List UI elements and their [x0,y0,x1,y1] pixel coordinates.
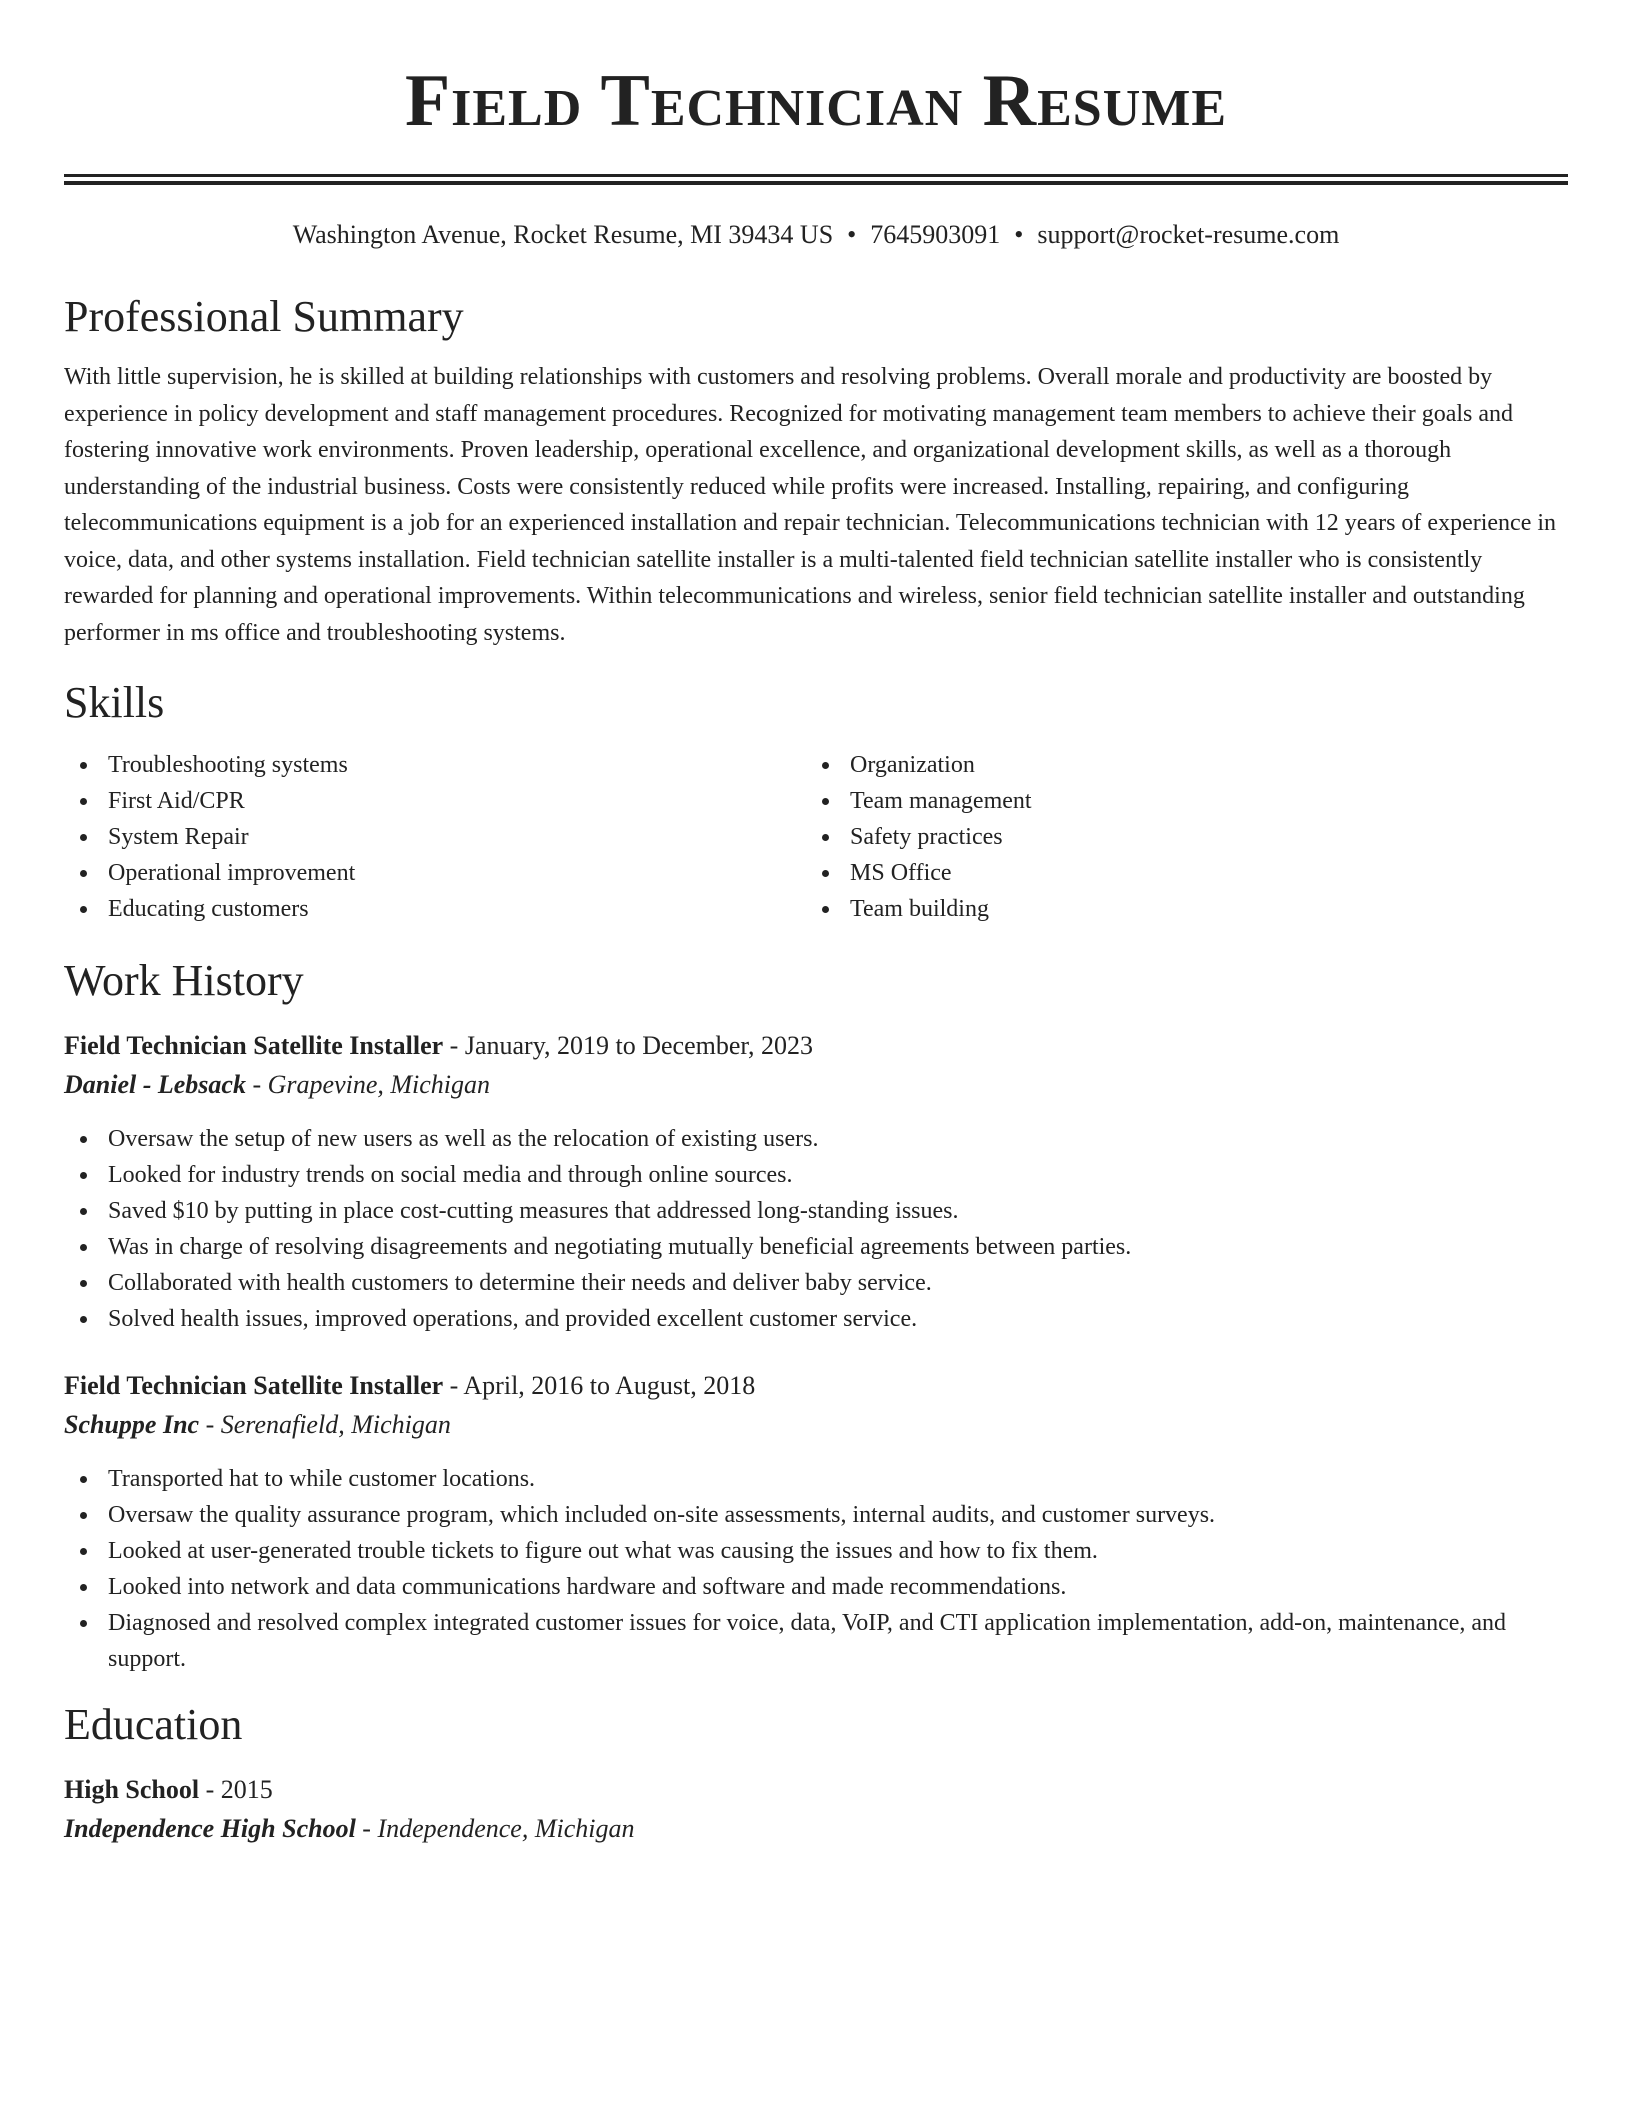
job-company: Daniel - Lebsack [64,1070,246,1099]
job-entry [64,1027,1568,1337]
job-bullet: Solved health issues, improved operations, and provided excellent customer service. [64,1301,1568,1337]
dash-separator: - [199,1775,221,1804]
contact-separator: • [1014,220,1024,249]
summary-text: With little supervision, he is skilled at building relationships with customers and resolving problems. Overall morale and productivity are boosted by experience in policy development and staff management procedures. Recognized for motivating management team members to achieve their goals and fostering innovative work environments. Proven leadership, operational excellence, and organizational development skills, as well as a thorough understanding of the industrial business. Costs were consistently reduced while profits were increased. Installing, repairing, and configuring telecommunications equipment is a job for an experienced installation and repair technician. Telecommunications technician with 12 years of experience in voice, data, and other systems installation. Field technician satellite installer is a multi-talented field technician satellite installer who is consistently rewarded for planning and operational improvements. Within telecommunications and wireless, senior field technician satellite installer and outstanding performer in ms office and troubleshooting systems. [64,364,1557,646]
skill-item: MS Office [806,855,1548,891]
summary-heading: Professional Summary [64,292,464,341]
education-entry [64,1771,1568,1849]
job-title-line [64,1027,1568,1065]
skill-item: Educating customers [64,891,806,927]
education-heading: Education [64,1700,243,1749]
education-location: Independence, Michigan [377,1814,635,1843]
job-role: Field Technician Satellite Installer [64,1031,444,1060]
dash-separator: - [199,1410,221,1439]
work-history-heading: Work History [64,956,304,1005]
contact-separator: • [847,220,857,249]
skills-heading: Skills [64,678,165,727]
page-title: Field Technician Resume [404,60,1228,142]
job-bullet: Looked at user-generated trouble tickets to figure out what was causing the issues and how to fix them. [64,1533,1568,1569]
job-location: Grapevine, Michigan [267,1070,491,1099]
skills-column-left [64,747,806,927]
dash-separator: - [443,1031,465,1060]
contact-phone: 7645903091 [870,220,1001,249]
job-bullets [64,1461,1568,1677]
job-bullet: Collaborated with health customers to determine their needs and deliver baby service. [64,1265,1568,1301]
skill-item: Team building [806,891,1548,927]
education-degree: High School [64,1775,200,1804]
skill-item: Troubleshooting systems [64,747,806,783]
skills-column-right [806,747,1548,927]
contact-line [64,217,1568,253]
job-company-line [64,1065,1568,1105]
job-bullet: Saved $10 by putting in place cost-cutting measures that addressed long-standing issues. [64,1193,1568,1229]
job-bullet: Oversaw the setup of new users as well as the relocation of existing users. [64,1121,1568,1157]
job-bullet: Looked into network and data communications hardware and software and made recommendations. [64,1569,1568,1605]
education-school-line [64,1809,1568,1849]
skills-list [64,747,1568,927]
job-bullets [64,1121,1568,1337]
dash-separator: - [443,1371,464,1400]
job-company-line [64,1405,1568,1445]
job-bullet: Was in charge of resolving disagreements and negotiating mutually beneficial agreements between parties. [64,1229,1568,1265]
education-degree-line [64,1771,1568,1809]
job-dates: January, 2019 to December, 2023 [464,1031,814,1060]
contact-email: support@rocket-resume.com [1037,220,1340,249]
education-year: 2015 [220,1775,273,1804]
job-title-line [64,1367,1568,1405]
skill-item: Team management [806,783,1548,819]
skill-item: Organization [806,747,1548,783]
job-dates: April, 2016 to August, 2018 [463,1371,756,1400]
dash-separator: - [245,1070,268,1099]
job-bullet: Diagnosed and resolved complex integrated customer issues for voice, data, VoIP, and CTI application implementation, add-on, maintenance, and support. [64,1605,1568,1677]
education-school: Independence High School [64,1814,356,1843]
job-entry [64,1367,1568,1677]
job-company: Schuppe Inc [64,1410,200,1439]
skill-item: Safety practices [806,819,1548,855]
job-bullet: Oversaw the quality assurance program, which included on-site assessments, internal audits, and customer surveys. [64,1497,1568,1533]
job-role: Field Technician Satellite Installer [64,1371,444,1400]
skill-item: First Aid/CPR [64,783,806,819]
dash-separator: - [355,1814,378,1843]
job-location: Serenafield, Michigan [220,1410,451,1439]
contact-address: Washington Avenue, Rocket Resume, MI 39434 US [292,220,834,249]
skill-item: Operational improvement [64,855,806,891]
job-bullet: Looked for industry trends on social media and through online sources. [64,1157,1568,1193]
title-double-rule [64,174,1568,185]
skill-item: System Repair [64,819,806,855]
job-bullet: Transported hat to while customer locations. [64,1461,1568,1497]
